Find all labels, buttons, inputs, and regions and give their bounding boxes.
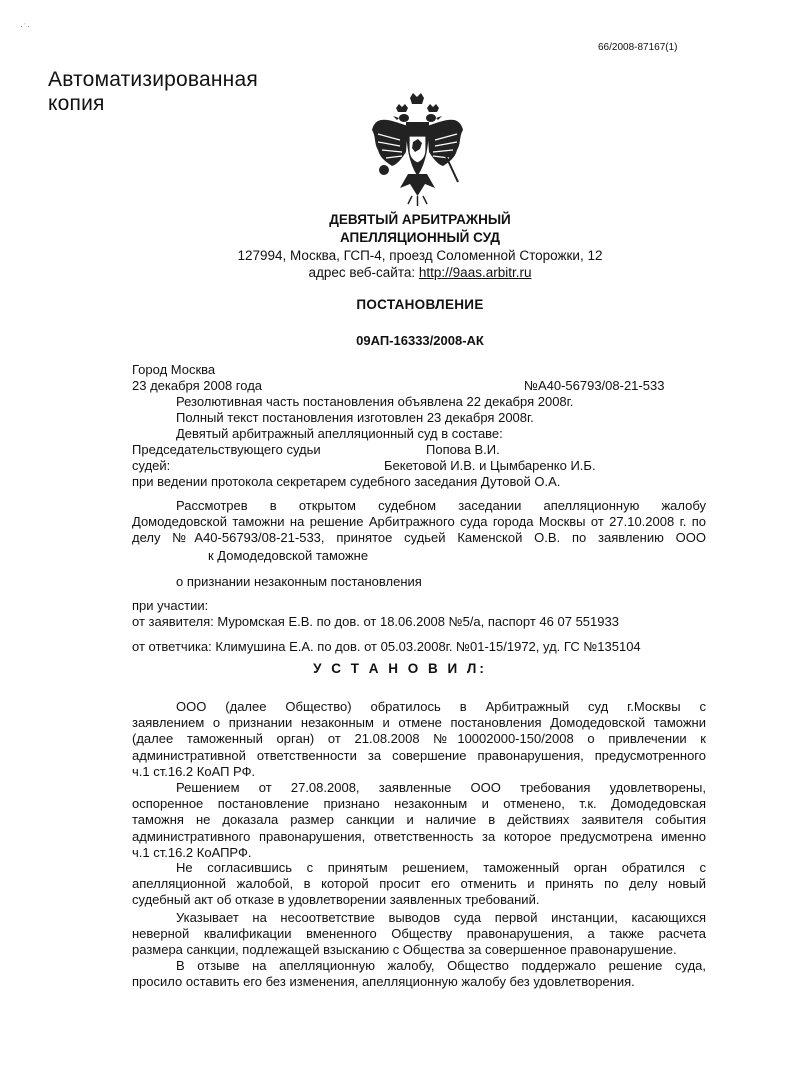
presiding-label: Председательствующего судьи bbox=[132, 442, 321, 457]
subject-line: о признании незаконным постановления bbox=[176, 574, 422, 589]
considered-line: Рассмотрев в открытом судебном заседании апелляционную жалобу bbox=[176, 498, 706, 513]
composition-line: Девятый арбитражный апелляционный суд в составе: bbox=[176, 426, 503, 441]
paragraph-line: размера санкции, подлежащей взысканию с Общества за совершенное правонарушение. bbox=[132, 942, 677, 958]
full-text-line: Полный текст постановления изготовлен 23 декабря 2008г. bbox=[176, 410, 534, 425]
city: Город Москва bbox=[132, 362, 216, 377]
paragraph-line: неверной квалификации вмененного Обществу правонарушения, а также расчета bbox=[132, 926, 706, 942]
automated-copy-label bbox=[48, 68, 258, 116]
court-name-line2: АПЕЛЛЯЦИОННЫЙ СУД bbox=[339, 230, 501, 245]
considered-paragraph bbox=[132, 498, 706, 547]
judges-names: Бекетовой И.В. и Цымбаренко И.Б. bbox=[384, 458, 596, 473]
paragraph-line: судебный акт об отказе в удовлетворении заявленных требований. bbox=[132, 892, 540, 908]
coat-of-arms-icon bbox=[370, 92, 465, 207]
case-number: №А40-56793/08-21-533 bbox=[524, 378, 665, 393]
paragraph-2 bbox=[132, 780, 706, 861]
paragraph-line: административной ответственности за совершение правонарушения, предусмотренного bbox=[132, 747, 706, 763]
copy-label-line2: копия bbox=[48, 92, 105, 115]
considered-line: Домодедовской таможни на решение Арбитражного суда города Москвы от 27.10.2008 г. по bbox=[132, 514, 706, 530]
presiding-name: Попова В.И. bbox=[426, 442, 500, 457]
paragraph-line: ч.1 ст.16.2 КоАП РФ. bbox=[132, 763, 256, 779]
paragraph-line: ч.1 ст.16.2 КоАПРФ. bbox=[132, 844, 252, 860]
paragraph-3 bbox=[132, 860, 706, 909]
applicant-line: от заявителя: Муромская Е.В. по дов. от 18.06.2008 №5/а, паспорт 46 07 551933 bbox=[132, 614, 619, 629]
paragraph-5 bbox=[132, 958, 706, 990]
copy-label-line1: Автоматизированная bbox=[48, 68, 258, 91]
scan-artifact: · ͗ · bbox=[20, 22, 30, 31]
paragraph-line: Не согласившись с принятым решением, таможенный орган обратился с bbox=[176, 860, 706, 875]
paragraph-line: заявлением о признании незаконным и отмене постановления Домодедовской таможни bbox=[132, 715, 706, 731]
document-registry-number: 66/2008-87167(1) bbox=[598, 42, 678, 53]
paragraph-line: Решением от 27.08.2008, заявленные ООО требования удовлетворены, bbox=[176, 780, 706, 795]
judges-label: судей: bbox=[132, 458, 171, 473]
document-title: ПОСТАНОВЛЕНИЕ bbox=[356, 297, 484, 312]
paragraph-line: ООО (далее Общество) обратилось в Арбитражный суд г.Москвы с bbox=[176, 699, 706, 714]
paragraph-line: В отзыве на апелляционную жалобу, Общество поддержало решение суда, bbox=[176, 958, 706, 973]
secretary-line: при ведении протокола секретарем судебного заседания Дутовой О.А. bbox=[132, 474, 561, 489]
paragraph-line: таможня не доказала размер санкции и наличие в действиях заявителя события bbox=[132, 812, 706, 828]
paragraph-line: оспоренное постановление признано незаконным и отменено, т.к. Домодедовская bbox=[132, 796, 706, 812]
paragraph-line: Указывает на несоответствие выводов суда первой инстанции, касающихся bbox=[176, 910, 706, 925]
court-name-line1: ДЕВЯТЫЙ АРБИТРАЖНЫЙ bbox=[329, 212, 511, 227]
established-heading: У С Т А Н О В И Л: bbox=[313, 661, 487, 676]
participation-label: при участии: bbox=[132, 598, 209, 613]
paragraph-line: административного правонарушения, ответственность за которое предусмотрена именно bbox=[132, 828, 706, 844]
paragraph-line: апелляционной жалобой, в которой просит его отменить и принять по делу новый bbox=[132, 876, 706, 892]
respondent-line: от ответчика: Климушина Е.А. по дов. от 05.03.2008г. №01-15/1972, уд. ГС №135104 bbox=[132, 639, 641, 654]
court-website-line bbox=[0, 265, 800, 280]
considered-line: делу №А40-56793/08-21-533, принятое судьей Каменской О.В. по заявлению ООО bbox=[132, 530, 706, 546]
court-address: 127994, Москва, ГСП-4, проезд Соломенной Сторожки, 12 bbox=[237, 248, 603, 263]
date: 23 декабря 2008 года bbox=[132, 378, 263, 393]
appeal-number: 09АП-16333/2008-АК bbox=[356, 333, 484, 348]
considered-tail: к Домодедовской таможне bbox=[208, 548, 369, 563]
paragraph-4 bbox=[132, 910, 706, 959]
paragraph-line: просило оставить его без изменения, апелляционную жалобу без удовлетворения. bbox=[132, 974, 635, 990]
website-label: адрес веб-сайта: bbox=[308, 265, 416, 280]
paragraph-line: (далее таможенный орган) от 21.08.2008 №10002000-150/2008 о привлечении к bbox=[132, 731, 706, 747]
paragraph-1 bbox=[132, 699, 706, 780]
website-link[interactable]: http://9aas.arbitr.ru bbox=[418, 265, 532, 280]
resolution-line: Резолютивная часть постановления объявлена 22 декабря 2008г. bbox=[176, 394, 574, 409]
